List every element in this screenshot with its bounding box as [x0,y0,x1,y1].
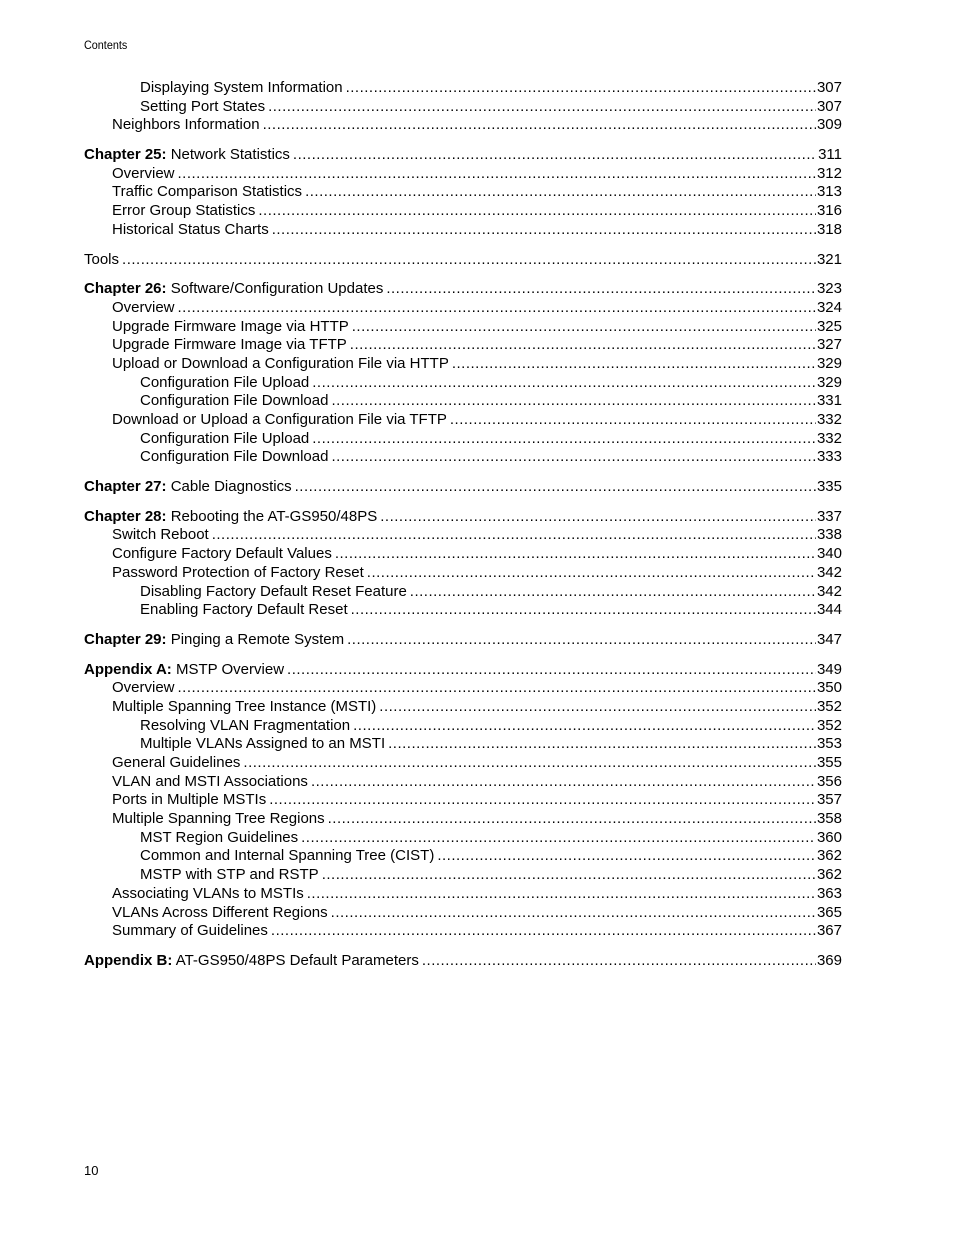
dot-leader [269,791,816,810]
toc-entry-text: Upgrade Firmware Image via TFTP [112,336,347,354]
toc-entry-title [112,754,240,773]
toc-entry [84,717,842,736]
dot-leader [178,165,816,184]
toc-entry-page: 369 [816,951,842,969]
toc-entry [84,885,842,904]
dot-leader [122,251,816,270]
toc-entry-page: 352 [816,716,842,734]
toc-entry-text: Configure Factory Default Values [112,545,332,563]
toc-entry-page: 307 [816,97,842,115]
toc-entry-page: 342 [816,563,842,581]
toc-entry-text: Neighbors Information [112,116,260,134]
toc-entry-text: Configuration File Upload [140,373,310,391]
toc-entry [84,392,842,411]
toc-entry-title [84,478,292,497]
toc-entry [84,754,842,773]
toc-entry-title [112,679,175,698]
toc-entry-page: 309 [816,116,842,134]
toc-entry-title [112,885,304,904]
toc-entry-heading [84,478,842,497]
toc-entry-page: 353 [816,735,842,753]
toc-entry-title [140,866,319,885]
toc-entry-title [112,202,255,221]
toc-entry [84,545,842,564]
dot-leader [380,508,816,527]
toc-entry [84,202,842,221]
toc-entry-text: Configuration File Upload [140,429,310,447]
toc-entry [84,318,842,337]
toc-entry-page: 362 [816,866,842,884]
toc-entry-page: 316 [816,202,842,220]
toc-entry-page: 321 [816,250,842,268]
toc-entry-text: Upload or Download a Configuration File via HTTP [112,354,449,372]
dot-leader [410,583,816,602]
toc-entry-title [112,411,447,430]
toc-entry [84,773,842,792]
toc-entry-page: 313 [816,183,842,201]
toc-entry-page: 342 [816,582,842,600]
dot-leader [243,754,816,773]
toc-entry [84,183,842,202]
toc-entry [84,165,842,184]
toc-entry-title [140,374,309,393]
toc-entry-text: Network Statistics [170,146,290,164]
dot-leader [450,411,816,430]
toc-entry [84,679,842,698]
toc-entry-title [140,847,434,866]
toc-entry-title [112,526,209,545]
dot-leader [437,847,816,866]
toc-entry [84,374,842,393]
toc-entry [84,411,842,430]
toc-entry-text: VLANs Across Different Regions [112,903,328,921]
toc-entry-text: Overview [112,679,175,697]
dot-leader [379,698,816,717]
toc-entry-text: Cable Diagnostics [170,478,292,496]
toc-entry-text: Associating VLANs to MSTIs [112,884,304,902]
toc-entry-text: Configuration File Download [140,448,329,466]
toc-entry-text: VLAN and MSTI Associations [112,772,308,790]
dot-leader [331,392,816,411]
toc-entry-prefix: Chapter 29: [84,630,167,648]
toc-entry-text: Ports in Multiple MSTIs [112,791,267,809]
toc-entry-page: 355 [816,754,842,771]
dot-leader [352,318,816,337]
dot-leader [212,526,816,545]
toc-entry-title [112,355,449,374]
toc-entry-prefix: Appendix B: [84,951,173,969]
toc-entry-title [112,318,349,337]
toc-entry [84,430,842,449]
toc-entry [84,355,842,374]
dot-leader [347,631,816,650]
toc-entry-text: Multiple VLANs Assigned to an MSTI [140,735,386,753]
toc-entry-page: 360 [816,828,842,846]
dot-leader [331,448,816,467]
dot-leader [272,221,816,240]
toc-entry-text: Historical Status Charts [112,220,269,238]
toc-entry-title [84,952,419,971]
dot-leader [178,679,816,698]
toc-entry-prefix: Chapter 28: [84,507,167,525]
toc-entry-page: 350 [816,679,842,697]
toc-entry-text: Multiple Spanning Tree Regions [112,810,325,828]
toc-entry [84,299,842,318]
toc-entry-page: 338 [816,526,842,544]
toc-entry-text: Configuration File Download [140,392,329,410]
toc-entry-text: Common and Internal Spanning Tree (CIST) [140,847,435,865]
toc-entry-title [84,631,344,650]
toc-entry-title [84,251,119,270]
toc-entry-text: Switch Reboot [112,526,209,544]
toc-entry-title [84,280,383,299]
toc-entry-prefix: Chapter 27: [84,478,167,496]
toc-entry-title [140,430,309,449]
dot-leader [452,355,816,374]
toc-entry-title [112,904,328,923]
toc-entry-title [140,601,348,620]
toc-entry [84,904,842,923]
toc-entry-page: 329 [816,354,842,372]
dot-leader [350,336,816,355]
toc-entry-page: 329 [816,373,842,391]
toc-entry-text: AT-GS950/48PS Default Parameters [175,951,419,969]
toc-entry [84,116,842,135]
dot-leader [367,564,816,583]
toc-entry-title [112,791,266,810]
dot-leader [178,299,816,318]
toc-entry [84,847,842,866]
toc-entry-page: 335 [816,478,842,496]
toc-entry-page: 349 [816,660,842,678]
dot-leader [322,866,816,885]
toc-entry-title [112,299,175,318]
toc-entry [84,564,842,583]
toc-entry-page: 307 [816,79,842,96]
dot-leader [351,601,816,620]
toc-entry-prefix: Appendix A: [84,660,172,678]
toc-entry-page: 358 [816,810,842,828]
dot-leader [386,280,816,299]
toc-entry [84,79,842,98]
toc-entry-text: MSTP Overview [175,660,285,678]
toc-entry-text: Displaying System Information [140,79,343,96]
toc-entry [84,98,842,117]
toc-entry-title [112,165,175,184]
toc-entry-page: 362 [816,847,842,865]
toc-entry-title [140,392,328,411]
toc-entry-heading [84,146,842,165]
toc-entry-text: Overview [112,298,175,316]
toc-entry [84,829,842,848]
toc-entry-prefix: Chapter 26: [84,280,167,298]
dot-leader [295,478,816,497]
toc-entry-page: 337 [816,507,842,525]
toc-entry-text: Error Group Statistics [112,202,256,220]
toc-entry-title [112,922,268,941]
toc-entry-title [140,79,343,98]
dot-leader [422,952,816,971]
running-header: Contents [84,38,128,52]
dot-leader [268,98,816,117]
dot-leader [307,885,816,904]
toc-entry-title [112,183,302,202]
toc-entry-heading [84,251,842,270]
toc-entry-heading [84,508,842,527]
toc-entry-text: Enabling Factory Default Reset [140,601,348,619]
dot-leader [312,374,816,393]
toc-entry-title [112,545,332,564]
toc-entry [84,810,842,829]
toc-entry-page: 324 [816,298,842,316]
toc-entry-title [140,98,265,117]
dot-leader [353,717,816,736]
toc-entry-title [112,810,325,829]
toc-entry-heading [84,952,842,971]
toc-entry-title [140,735,385,754]
toc-entry-page: 363 [816,884,842,902]
toc-entry-page: 323 [816,280,842,298]
toc-entry [84,791,842,810]
toc-entry-text: Upgrade Firmware Image via HTTP [112,317,349,335]
toc-entry [84,526,842,545]
toc-entry-page: 340 [816,545,842,563]
page-number: 10 [84,1163,99,1178]
toc-entry-page: 331 [816,392,842,410]
toc-entry-page: 357 [816,791,842,809]
toc-entry-heading [84,280,842,299]
toc-entry [84,866,842,885]
dot-leader [335,545,816,564]
toc-entry-prefix: Chapter 25: [84,146,167,164]
toc-entry-title [140,717,350,736]
toc-entry [84,336,842,355]
toc-entry-text: Tools [84,250,120,268]
toc-entry-page: 312 [816,164,842,182]
dot-leader [287,661,816,680]
toc-entry [84,448,842,467]
toc-entry-text: Resolving VLAN Fragmentation [140,716,351,734]
toc-entry [84,698,842,717]
toc-entry-text: MSTP with STP and RSTP [140,866,319,884]
dot-leader [312,430,816,449]
toc-entry-heading [84,631,842,650]
toc-entry-title [140,583,407,602]
toc-entry-text: Password Protection of Factory Reset [112,563,364,581]
dot-leader [293,146,817,165]
toc-entry-text: Download or Upload a Configuration File via TFTP [112,411,447,428]
dot-leader [328,810,816,829]
dot-leader [258,202,816,221]
dot-leader [346,79,816,98]
dot-leader [301,829,816,848]
toc-entry-title [84,661,284,680]
toc-entry-page: 332 [816,429,842,447]
toc-entry-title [140,829,298,848]
toc-entry-text: General Guidelines [112,754,241,771]
toc-entry-title [112,773,308,792]
dot-leader [263,116,816,135]
toc-entry-title [112,221,269,240]
dot-leader [388,735,816,754]
toc-entry [84,583,842,602]
toc-entry-page: 311 [818,146,842,164]
toc-entry-title [112,564,364,583]
toc-entry-title [84,146,290,165]
toc-entry-text: Setting Port States [140,97,266,115]
toc-entry-text: Software/Configuration Updates [170,280,384,298]
toc-entry-title [112,698,376,717]
toc-entry-text: Rebooting the AT-GS950/48PS [170,507,378,525]
toc-entry-title [84,508,377,527]
toc-entry-page: 347 [816,630,842,648]
toc-entry-page: 325 [816,317,842,335]
toc-entry-text: Disabling Factory Default Reset Feature [140,582,407,600]
toc-entry-page: 344 [816,601,842,619]
table-of-contents [84,79,842,971]
toc-entry-page: 352 [816,697,842,715]
toc-entry [84,221,842,240]
toc-entry-heading [84,661,842,680]
toc-entry-text: Multiple Spanning Tree Instance (MSTI) [112,697,377,715]
toc-entry-text: Traffic Comparison Statistics [112,183,303,201]
toc-entry-title [140,448,328,467]
toc-entry [84,735,842,754]
dot-leader [331,904,816,923]
toc-entry-text: Pinging a Remote System [170,630,345,648]
toc-entry-page: 333 [816,448,842,466]
toc-entry [84,601,842,620]
toc-entry-text: MST Region Guidelines [140,828,299,846]
dot-leader [305,183,816,202]
toc-entry [84,922,842,941]
toc-entry-page: 367 [816,922,842,940]
toc-entry-text: Overview [112,164,175,182]
toc-entry-page: 318 [816,220,842,238]
toc-entry-page: 356 [816,772,842,790]
toc-entry-title [112,336,347,355]
dot-leader [311,773,816,792]
toc-entry-title [112,116,260,135]
dot-leader [271,922,816,941]
toc-entry-page: 327 [816,336,842,354]
toc-entry-page: 365 [816,903,842,921]
toc-entry-text: Summary of Guidelines [112,922,268,940]
toc-entry-page: 332 [816,411,842,428]
